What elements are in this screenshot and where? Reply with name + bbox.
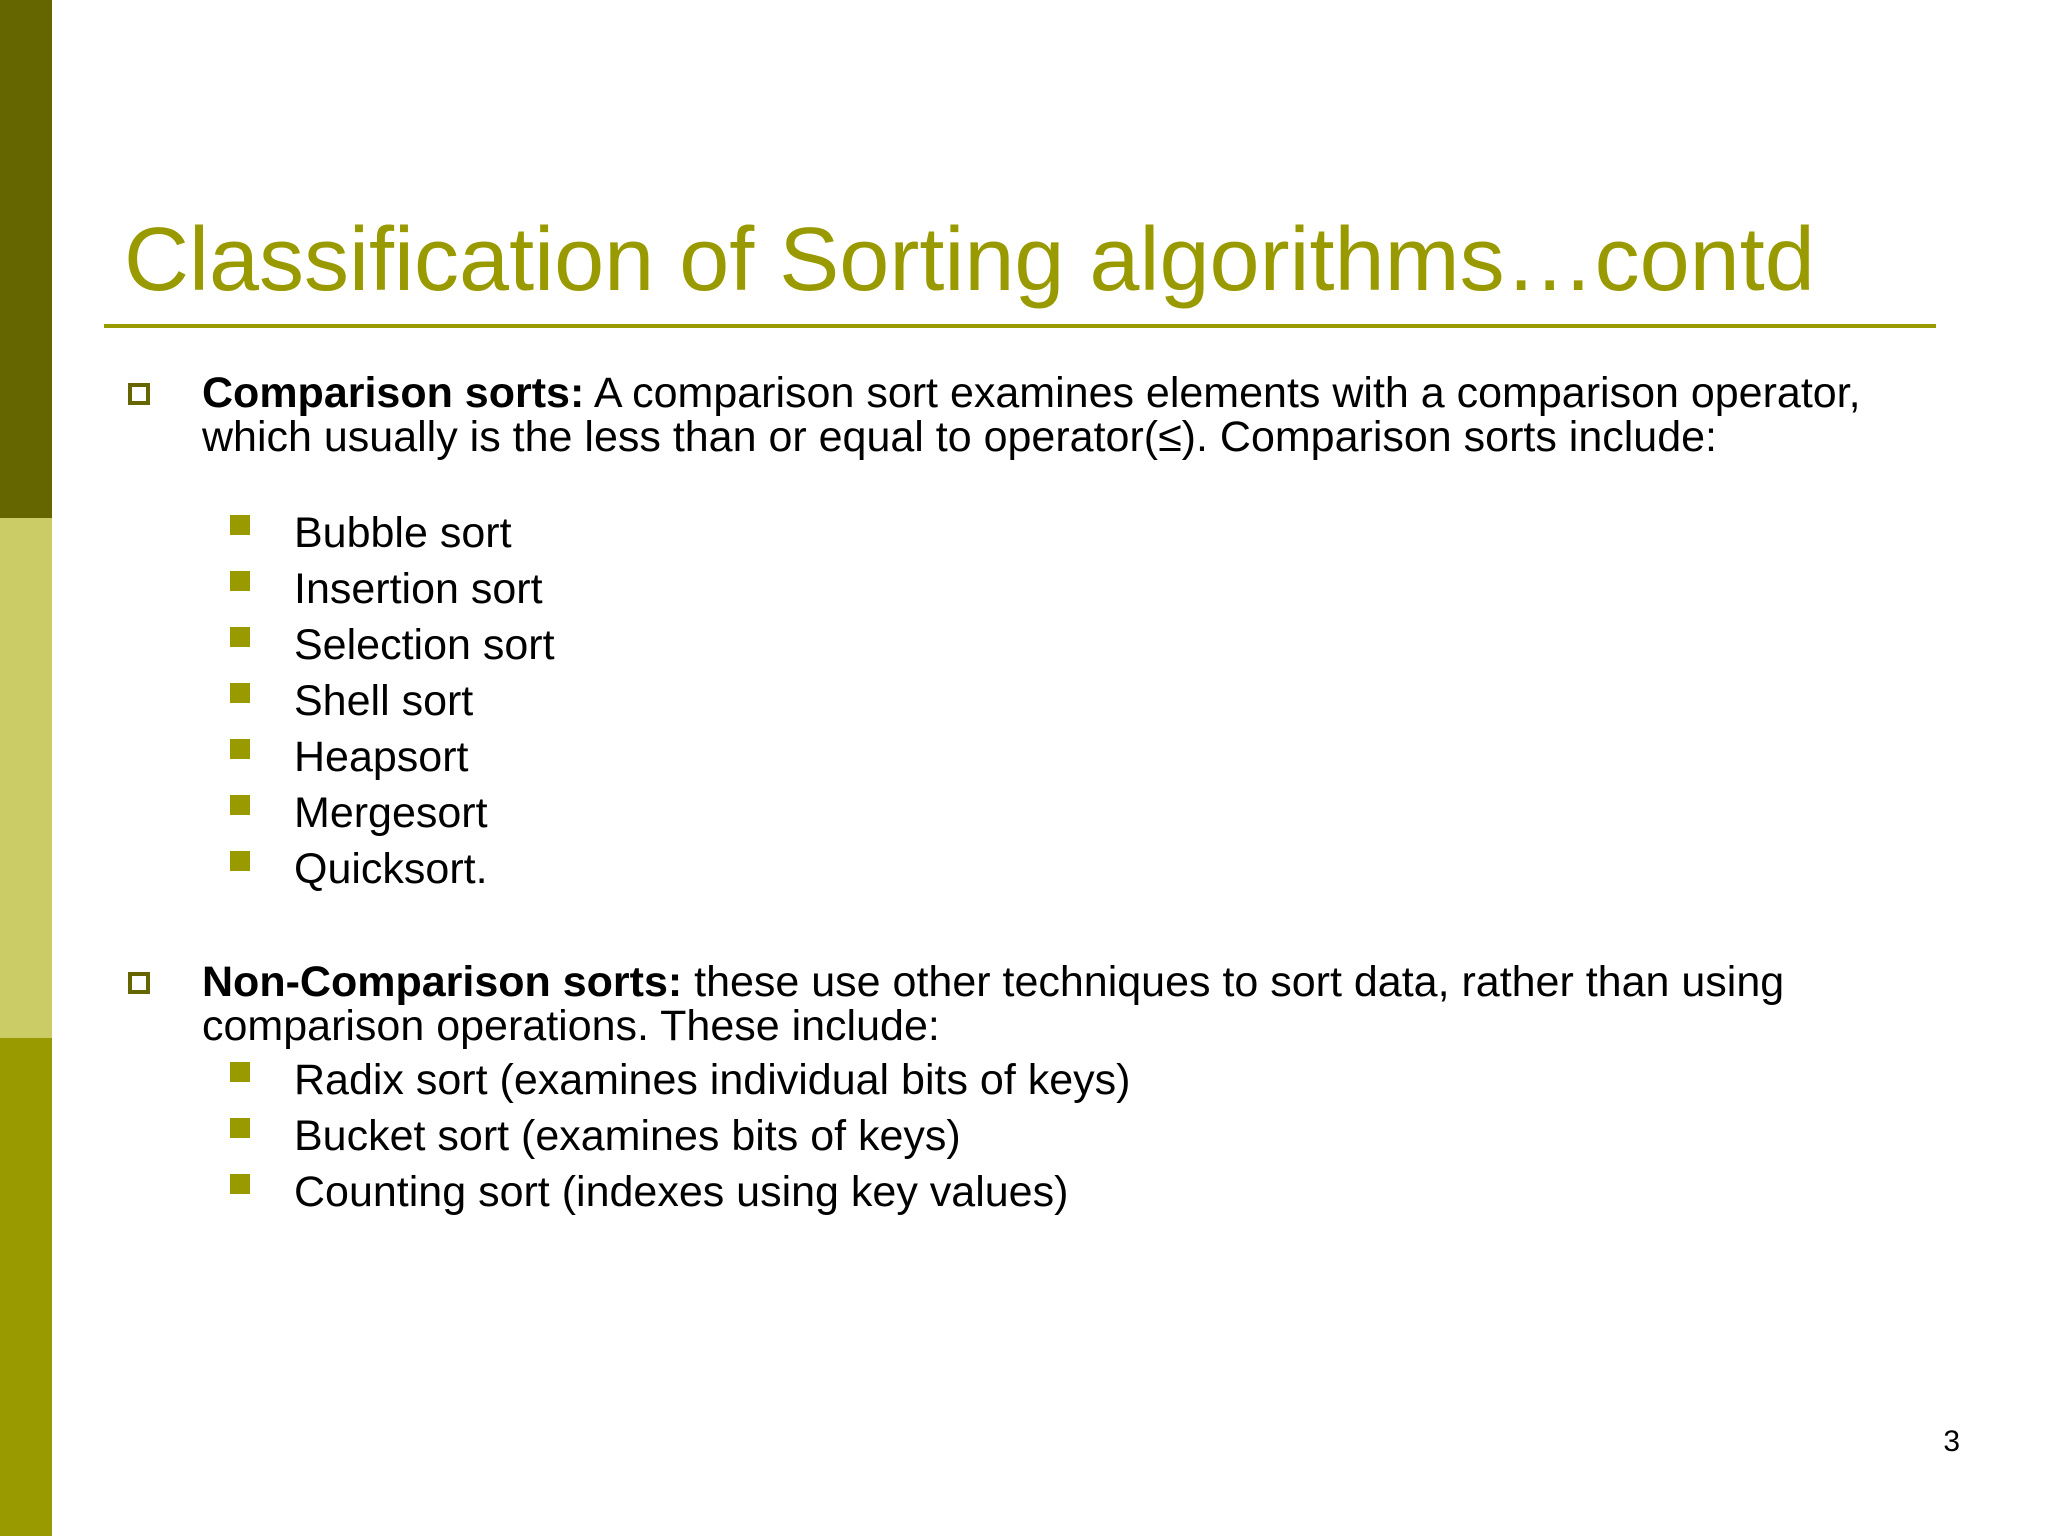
square-bullet-icon: [230, 795, 250, 815]
hollow-square-bullet-icon: [128, 383, 150, 405]
list-item: [0, 563, 2048, 619]
list-item: [0, 1166, 2048, 1222]
square-bullet-icon: [230, 851, 250, 871]
list-item: [0, 843, 2048, 899]
square-bullet-icon: [230, 739, 250, 759]
list-item: [0, 675, 2048, 731]
list-item-label: Radix sort (examines individual bits of keys): [294, 1056, 1131, 1104]
non-comparison-sorts-list: [0, 1054, 2048, 1222]
list-item-label: Selection sort: [294, 621, 555, 669]
bullet-term: Non-Comparison sorts:: [202, 958, 683, 1006]
square-bullet-icon: [230, 1062, 250, 1082]
hollow-square-bullet-icon: [128, 972, 150, 994]
list-item: [0, 619, 2048, 675]
square-bullet-icon: [230, 571, 250, 591]
list-item-label: Bubble sort: [294, 509, 512, 557]
square-bullet-icon: [230, 1174, 250, 1194]
bullet-text: [202, 960, 1922, 1048]
bullet-description: these use other techniques to sort data, rather than using comparison operations. These include:: [202, 958, 1785, 1050]
list-item-label: Heapsort: [294, 733, 469, 781]
list-item: [0, 1054, 2048, 1110]
list-item: [0, 787, 2048, 843]
comparison-sorts-list: [0, 507, 2048, 899]
square-bullet-icon: [230, 683, 250, 703]
bullet-term: Comparison sorts:: [202, 369, 585, 417]
list-item-label: Counting sort (indexes using key values): [294, 1168, 1069, 1216]
square-bullet-icon: [230, 627, 250, 647]
list-item-label: Quicksort.: [294, 845, 488, 893]
square-bullet-icon: [230, 1118, 250, 1138]
title-underline: [104, 324, 1936, 328]
page-number: 3: [1943, 1425, 1960, 1458]
list-item-label: Insertion sort: [294, 565, 543, 613]
slide-title: Classification of Sorting algorithms…contd: [124, 210, 1815, 310]
list-item-label: Bucket sort (examines bits of keys): [294, 1112, 961, 1160]
side-bar-dark-segment: [0, 0, 52, 518]
list-item-label: Mergesort: [294, 789, 488, 837]
list-item: [0, 1110, 2048, 1166]
bullet-text: [202, 371, 1922, 459]
list-item: [0, 731, 2048, 787]
list-item-label: Shell sort: [294, 677, 474, 725]
square-bullet-icon: [230, 515, 250, 535]
list-item: [0, 507, 2048, 563]
bullet-description: A comparison sort examines elements with a comparison operator, which usually is the less than or equal to operator(≤). Comparison sorts include:: [202, 369, 1861, 461]
